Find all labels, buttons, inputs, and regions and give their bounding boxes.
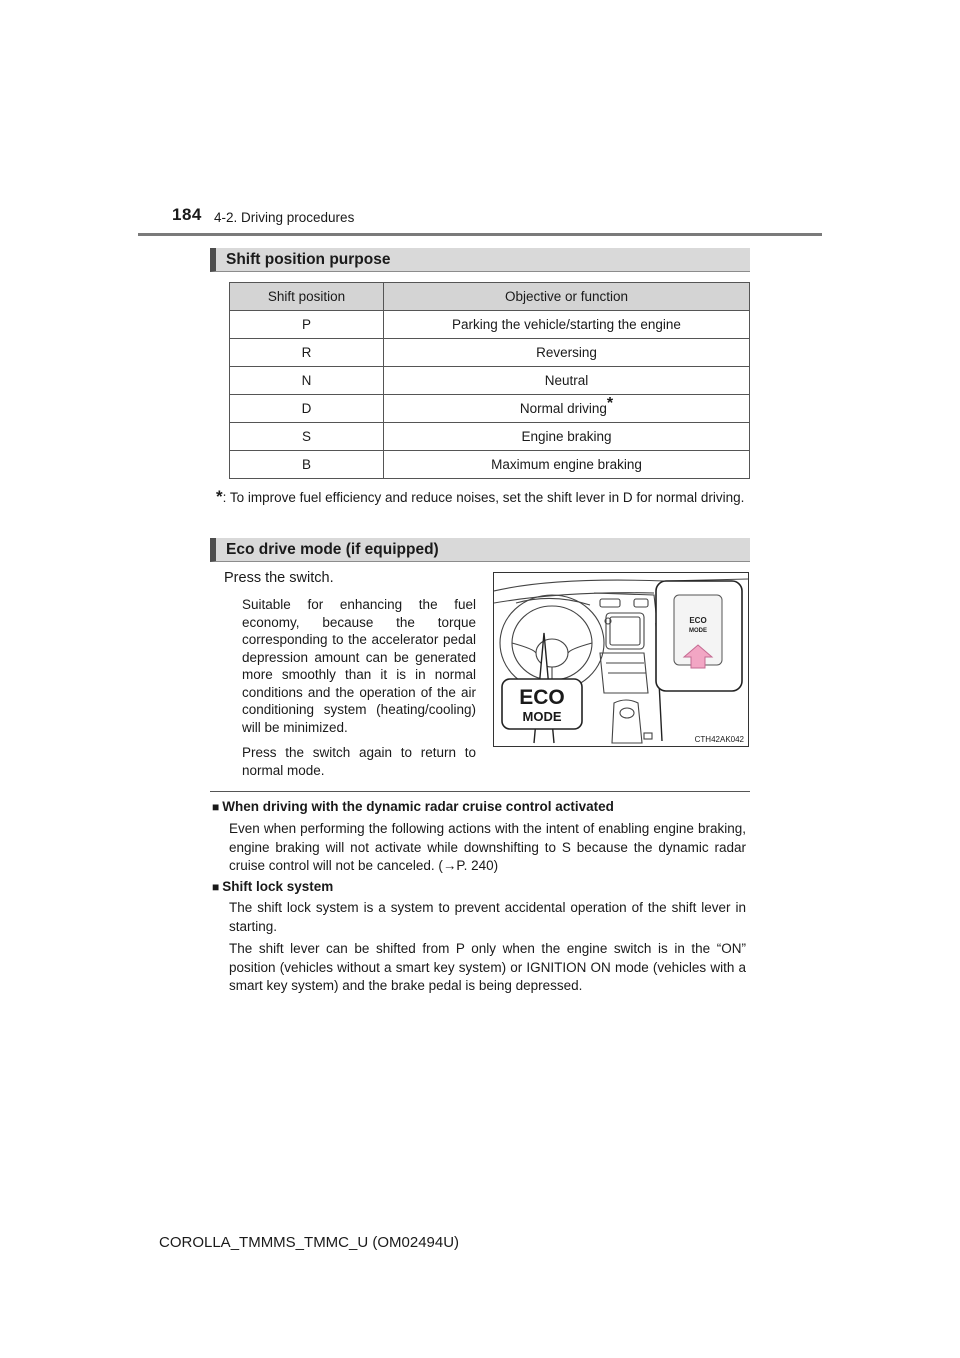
footnote-marker: *: [216, 487, 223, 506]
note-heading: [212, 799, 614, 814]
note-title: Shift lock system: [222, 879, 334, 894]
shift-position-cell: N: [230, 367, 384, 395]
document-footer: COROLLA_TMMMS_TMMC_U (OM02494U): [159, 1234, 460, 1251]
function-text: Parking the vehicle/starting the engine: [452, 317, 681, 332]
shift-position-cell: P: [230, 311, 384, 339]
mode-callout-label: MODE: [522, 709, 562, 724]
eco-button-label: ECO: [689, 616, 707, 625]
eco-mode-illustration: [493, 572, 749, 747]
eco-callout-label: ECO: [519, 686, 565, 709]
instruction-text: Press the switch.: [224, 570, 334, 586]
function-cell: [384, 367, 750, 395]
footnote-marker: *: [606, 395, 614, 412]
column-header: Shift position: [230, 283, 384, 311]
table-footnote: [216, 486, 746, 508]
breadcrumb: 4-2. Driving procedures: [214, 210, 355, 225]
shift-position-table: [229, 282, 750, 479]
page-number: 184: [172, 205, 202, 224]
shift-position-cell: D: [230, 395, 384, 423]
function-cell: [384, 395, 750, 423]
section-title: Eco drive mode (if equipped): [226, 541, 439, 558]
footnote-text: : To improve fuel efficiency and reduce noises, set the shift lever in D for normal driving.: [222, 490, 745, 505]
function-text: Neutral: [544, 373, 589, 388]
table-row: [230, 451, 750, 479]
mode-button-label: MODE: [689, 628, 707, 634]
function-text: Reversing: [536, 345, 597, 360]
table-row: [230, 367, 750, 395]
function-cell: [384, 339, 750, 367]
illustration-code: CTH42AK042: [694, 735, 744, 744]
table-row: [230, 395, 750, 423]
eco-description: Suitable for enhancing the fuel economy, because the torque corresponding to the accelerator pedal depression amount can be generated more smoothly than it is in normal conditions and the operation of the air conditioning system (heating/cooling) will be minimized.: [242, 597, 476, 735]
section-heading-eco-drive: [210, 538, 750, 562]
section-heading-shift-position: [210, 248, 750, 272]
shift-position-cell: B: [230, 451, 384, 479]
dashboard-drawing: [494, 573, 748, 746]
column-header: Objective or function: [384, 283, 750, 311]
eco-return-text: Press the switch again to return to normal mode.: [242, 745, 476, 778]
function-text: Normal driving: [519, 401, 607, 416]
section-title: Shift position purpose: [226, 251, 391, 268]
note-heading: [212, 879, 333, 894]
note-title: When driving with the dynamic radar cruise control activated: [222, 799, 614, 814]
table-header-row: [230, 283, 750, 311]
function-cell: [384, 451, 750, 479]
shift-position-cell: S: [230, 423, 384, 451]
header-rule: [138, 233, 822, 236]
function-cell: [384, 311, 750, 339]
table-row: [230, 339, 750, 367]
function-text: Engine braking: [521, 429, 612, 444]
function-cell: [384, 423, 750, 451]
square-bullet-icon: ■: [212, 880, 220, 894]
note-paragraph: Even when performing the following actions with the intent of enabling engine braking, engine braking will not activate while downshifting to S because the dynamic radar cruise control will not be canceled. (→P. 240): [229, 821, 746, 873]
note-paragraph: The shift lever can be shifted from P only when the engine switch is in the “ON” position (vehicles without a smart key system) or IGNITION ON mode (vehicles with a smart key system) and the brake pedal is being depressed.: [229, 941, 746, 993]
section-divider: [210, 791, 750, 792]
note-paragraph: The shift lock system is a system to prevent accidental operation of the shift lever in starting.: [229, 900, 746, 934]
function-text: Maximum engine braking: [491, 457, 642, 472]
table-row: [230, 423, 750, 451]
shift-position-cell: R: [230, 339, 384, 367]
square-bullet-icon: ■: [212, 800, 220, 814]
table-row: [230, 311, 750, 339]
